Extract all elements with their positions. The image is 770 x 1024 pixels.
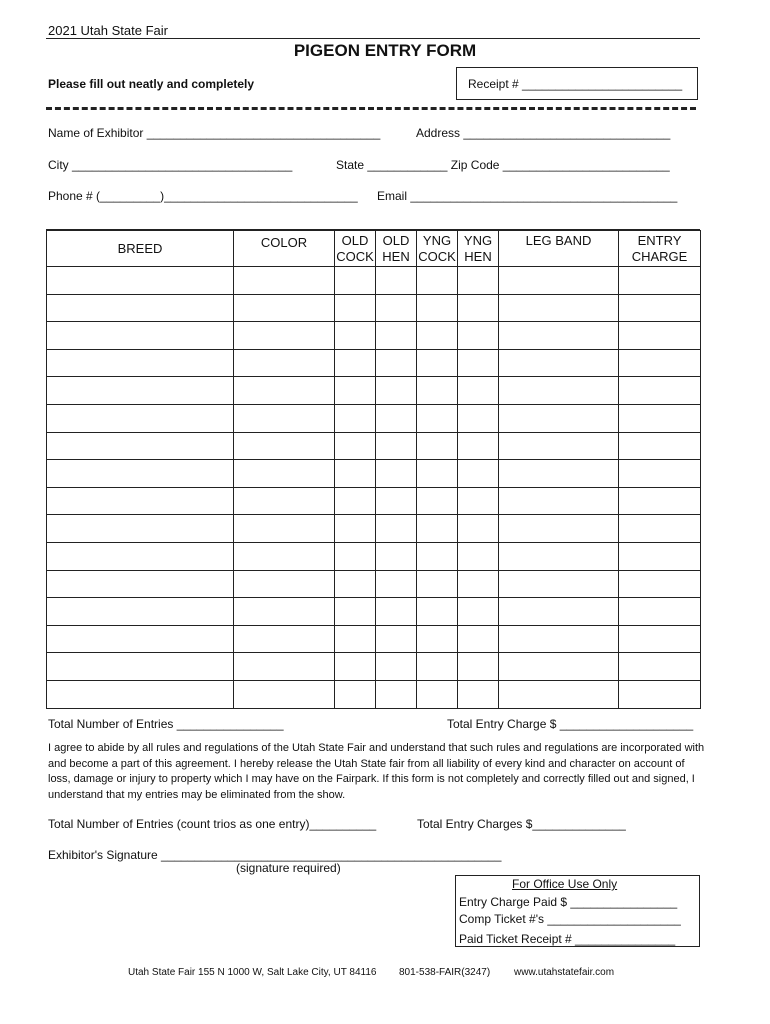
footer-phone: 801-538-FAIR(3247)	[399, 967, 491, 978]
cut-line	[46, 107, 696, 110]
yng-cock-cell[interactable]	[417, 377, 458, 405]
old-hen-cell[interactable]	[376, 653, 417, 681]
color-cell[interactable]	[234, 653, 335, 681]
yng-cock-cell[interactable]	[417, 542, 458, 570]
total-entries-trios-field[interactable]: Total Number of Entries (count trios as one entry)__________	[48, 817, 377, 831]
yng-hen-header: YNG HEN	[458, 231, 499, 267]
table-row	[47, 294, 701, 322]
color-cell[interactable]	[234, 487, 335, 515]
yng-cock-cell[interactable]	[417, 625, 458, 653]
breed-header: BREED	[47, 231, 234, 267]
leg-band-cell[interactable]	[499, 625, 619, 653]
yng-hen-cell[interactable]	[458, 680, 499, 708]
old-cock-cell[interactable]	[335, 680, 376, 708]
color-cell[interactable]	[234, 267, 335, 295]
color-cell[interactable]	[234, 515, 335, 543]
old-hen-cell[interactable]	[376, 322, 417, 350]
breed-cell[interactable]	[47, 680, 234, 708]
yng-hen-cell[interactable]	[458, 460, 499, 488]
table-row	[47, 377, 701, 405]
table-row	[47, 349, 701, 377]
header-divider	[46, 38, 700, 39]
old-hen-cell[interactable]	[376, 294, 417, 322]
footer-website[interactable]: www.utahstatefair.com	[514, 967, 615, 978]
yng-hen-cell[interactable]	[458, 267, 499, 295]
color-cell[interactable]	[234, 404, 335, 432]
breed-cell[interactable]	[47, 432, 234, 460]
total-charges-field[interactable]: Total Entry Charges $______________	[417, 817, 626, 831]
yng-hen-cell[interactable]	[458, 349, 499, 377]
yng-hen-cell[interactable]	[458, 294, 499, 322]
email-field[interactable]: Email ________________________________________	[377, 189, 678, 203]
breed-cell[interactable]	[47, 542, 234, 570]
breed-cell[interactable]	[47, 322, 234, 350]
signature-note: (signature required)	[236, 861, 341, 875]
leg-band-cell[interactable]	[499, 570, 619, 598]
entry-charge-cell[interactable]	[619, 377, 701, 405]
color-cell[interactable]	[234, 322, 335, 350]
old-hen-cell[interactable]	[376, 349, 417, 377]
old-cock-cell[interactable]	[335, 404, 376, 432]
color-cell[interactable]	[234, 570, 335, 598]
yng-cock-cell[interactable]	[417, 598, 458, 626]
old-hen-cell[interactable]	[376, 267, 417, 295]
breed-cell[interactable]	[47, 487, 234, 515]
entry-charge-cell[interactable]	[619, 653, 701, 681]
total-entries-field[interactable]: Total Number of Entries ________________	[48, 717, 284, 731]
yng-cock-cell[interactable]	[417, 680, 458, 708]
yng-cock-cell[interactable]	[417, 322, 458, 350]
old-hen-cell[interactable]	[376, 680, 417, 708]
table-row	[47, 625, 701, 653]
old-hen-cell[interactable]	[376, 570, 417, 598]
yng-cock-cell[interactable]	[417, 653, 458, 681]
old-hen-cell[interactable]	[376, 542, 417, 570]
office-use-title: For Office Use Only	[512, 877, 618, 891]
old-cock-cell[interactable]	[335, 432, 376, 460]
yng-hen-cell[interactable]	[458, 625, 499, 653]
yng-hen-cell[interactable]	[458, 432, 499, 460]
old-cock-cell[interactable]	[335, 598, 376, 626]
entry-charge-cell[interactable]	[619, 625, 701, 653]
entry-charge-cell[interactable]	[619, 515, 701, 543]
leg-band-cell[interactable]	[499, 653, 619, 681]
table-row	[47, 542, 701, 570]
table-row	[47, 404, 701, 432]
yng-cock-cell[interactable]	[417, 404, 458, 432]
table-row	[47, 460, 701, 488]
yng-cock-cell[interactable]	[417, 267, 458, 295]
state-zip-field[interactable]: State ____________ Zip Code _________________________	[336, 158, 670, 172]
entry-charge-cell[interactable]	[619, 322, 701, 350]
color-cell[interactable]	[234, 598, 335, 626]
entries-table	[46, 230, 701, 709]
yng-hen-cell[interactable]	[458, 515, 499, 543]
leg-band-cell[interactable]	[499, 542, 619, 570]
total-charge-field[interactable]: Total Entry Charge $ ____________________	[447, 717, 694, 731]
form-title: PIGEON ENTRY FORM	[293, 41, 477, 60]
old-hen-header: OLD HEN	[376, 231, 417, 267]
phone-field[interactable]: Phone # (_________)_____________________________	[48, 189, 358, 203]
table-row	[47, 322, 701, 350]
leg-band-cell[interactable]	[499, 487, 619, 515]
breed-cell[interactable]	[47, 460, 234, 488]
entry-charge-cell[interactable]	[619, 349, 701, 377]
yng-hen-cell[interactable]	[458, 570, 499, 598]
leg-band-cell[interactable]	[499, 294, 619, 322]
entry-charge-header: ENTRY CHARGE	[619, 231, 701, 267]
entry-charge-paid-field[interactable]: Entry Charge Paid $ ________________	[459, 895, 678, 909]
leg-band-cell[interactable]	[499, 377, 619, 405]
leg-band-cell[interactable]	[499, 432, 619, 460]
entry-charge-cell[interactable]	[619, 487, 701, 515]
breed-cell[interactable]	[47, 598, 234, 626]
old-cock-cell[interactable]	[335, 570, 376, 598]
breed-cell[interactable]	[47, 570, 234, 598]
table-row	[47, 487, 701, 515]
paid-ticket-receipt-field[interactable]: Paid Ticket Receipt # _______________	[459, 932, 676, 946]
entry-charge-cell[interactable]	[619, 267, 701, 295]
entry-charge-cell[interactable]	[619, 460, 701, 488]
footer-address: Utah State Fair 155 N 1000 W, Salt Lake City, UT 84116	[128, 967, 377, 978]
address-field[interactable]: Address _______________________________	[416, 126, 671, 140]
breed-cell[interactable]	[47, 653, 234, 681]
color-cell[interactable]	[234, 294, 335, 322]
old-cock-cell[interactable]	[335, 267, 376, 295]
city-field[interactable]: City _________________________________	[48, 158, 293, 172]
agreement-text: I agree to abide by all rules and regulations of the Utah State Fair and understand that such rules and regulations are incorporated with and become a part of this agreement. I hereby release the Utah State fair from all liability of every kind and character on account of loss, damage or injury to property which I may have on the Fairpark. If this form is not completely and correctly filled out and signed, I understand that my entries may be eliminated from the show.	[48, 742, 705, 801]
table-row	[47, 432, 701, 460]
yng-cock-cell[interactable]	[417, 349, 458, 377]
color-cell[interactable]	[234, 349, 335, 377]
yng-cock-cell[interactable]	[417, 294, 458, 322]
old-hen-cell[interactable]	[376, 515, 417, 543]
old-cock-header: OLD COCK	[335, 231, 376, 267]
table-row	[47, 680, 701, 708]
color-cell[interactable]	[234, 432, 335, 460]
leg-band-cell[interactable]	[499, 267, 619, 295]
yng-hen-cell[interactable]	[458, 542, 499, 570]
leg-band-header: LEG BAND	[499, 231, 619, 267]
entry-charge-cell[interactable]	[619, 294, 701, 322]
breed-cell[interactable]	[47, 515, 234, 543]
old-hen-cell[interactable]	[376, 625, 417, 653]
old-cock-cell[interactable]	[335, 542, 376, 570]
old-cock-cell[interactable]	[335, 625, 376, 653]
color-cell[interactable]	[234, 460, 335, 488]
yng-hen-cell[interactable]	[458, 653, 499, 681]
color-cell[interactable]	[234, 625, 335, 653]
old-cock-cell[interactable]	[335, 515, 376, 543]
table-row	[47, 267, 701, 295]
old-hen-cell[interactable]	[376, 460, 417, 488]
color-cell[interactable]	[234, 680, 335, 708]
table-header-row	[47, 231, 701, 267]
old-cock-cell[interactable]	[335, 460, 376, 488]
old-hen-cell[interactable]	[376, 432, 417, 460]
yng-cock-cell[interactable]	[417, 460, 458, 488]
entry-charge-cell[interactable]	[619, 570, 701, 598]
old-hen-cell[interactable]	[376, 377, 417, 405]
leg-band-cell[interactable]	[499, 515, 619, 543]
entry-charge-cell[interactable]	[619, 542, 701, 570]
color-cell[interactable]	[234, 377, 335, 405]
fair-name: 2021 Utah State Fair	[48, 23, 168, 38]
old-hen-cell[interactable]	[376, 598, 417, 626]
yng-hen-cell[interactable]	[458, 598, 499, 626]
yng-hen-cell[interactable]	[458, 487, 499, 515]
leg-band-cell[interactable]	[499, 349, 619, 377]
old-hen-cell[interactable]	[376, 404, 417, 432]
color-header: COLOR	[234, 231, 335, 267]
old-cock-cell[interactable]	[335, 487, 376, 515]
leg-band-cell[interactable]	[499, 404, 619, 432]
yng-hen-cell[interactable]	[458, 404, 499, 432]
old-cock-cell[interactable]	[335, 377, 376, 405]
leg-band-cell[interactable]	[499, 322, 619, 350]
breed-cell[interactable]	[47, 267, 234, 295]
table-row	[47, 598, 701, 626]
breed-cell[interactable]	[47, 294, 234, 322]
old-hen-cell[interactable]	[376, 487, 417, 515]
breed-cell[interactable]	[47, 349, 234, 377]
signature-field[interactable]: Exhibitor's Signature ___________________________________________________	[48, 848, 502, 862]
entry-charge-cell[interactable]	[619, 432, 701, 460]
old-cock-cell[interactable]	[335, 322, 376, 350]
color-cell[interactable]	[234, 542, 335, 570]
leg-band-cell[interactable]	[499, 598, 619, 626]
leg-band-cell[interactable]	[499, 460, 619, 488]
leg-band-cell[interactable]	[499, 680, 619, 708]
yng-cock-cell[interactable]	[417, 570, 458, 598]
entry-charge-cell[interactable]	[619, 598, 701, 626]
yng-hen-cell[interactable]	[458, 377, 499, 405]
breed-cell[interactable]	[47, 377, 234, 405]
instruction-text: Please fill out neatly and completely	[48, 77, 255, 91]
old-cock-cell[interactable]	[335, 294, 376, 322]
exhibitor-name-field[interactable]: Name of Exhibitor ___________________________________	[48, 126, 381, 140]
table-row	[47, 570, 701, 598]
yng-hen-cell[interactable]	[458, 322, 499, 350]
yng-cock-cell[interactable]	[417, 515, 458, 543]
table-row	[47, 653, 701, 681]
breed-cell[interactable]	[47, 625, 234, 653]
comp-tickets-field[interactable]: Comp Ticket #'s ____________________	[459, 912, 681, 926]
yng-cock-header: YNG COCK	[417, 231, 458, 267]
yng-cock-cell[interactable]	[417, 487, 458, 515]
breed-cell[interactable]	[47, 404, 234, 432]
old-cock-cell[interactable]	[335, 349, 376, 377]
yng-cock-cell[interactable]	[417, 432, 458, 460]
receipt-field[interactable]: Receipt # ________________________	[468, 77, 683, 91]
entry-charge-cell[interactable]	[619, 680, 701, 708]
table-row	[47, 515, 701, 543]
old-cock-cell[interactable]	[335, 653, 376, 681]
entry-charge-cell[interactable]	[619, 404, 701, 432]
